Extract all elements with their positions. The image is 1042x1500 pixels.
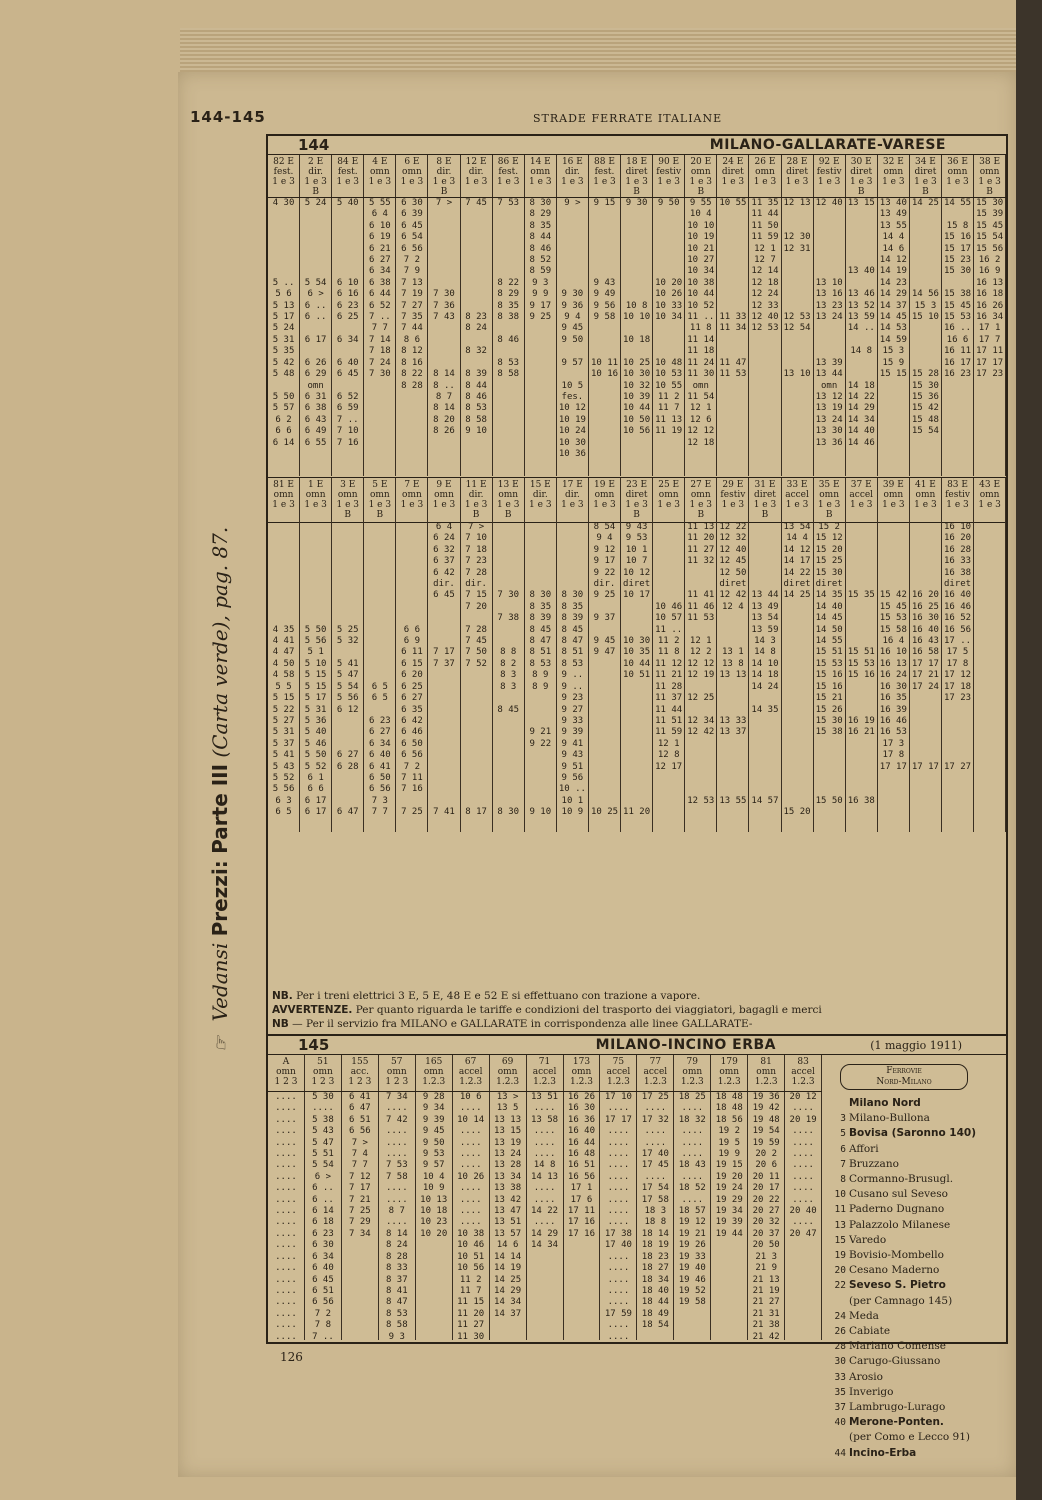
upper-header-cell: 32 E omn 1 e 3 <box>878 155 910 197</box>
station-km: 35 <box>834 1386 846 1398</box>
lower-column: 7 > 7 10 7 18 7 23 7 28 dir. 7 15 7 20 7 28 7 45 7 50 7 52 8 17 <box>461 522 493 832</box>
erba-header-cell: 71 accel 1.2.3 <box>527 1055 564 1091</box>
section-144-lower-header <box>268 477 1006 523</box>
erba-header-cell: 81 omn 1.2.3 <box>748 1055 785 1091</box>
lower-header-cell: 23 E diret 1 e 3 B <box>621 478 653 522</box>
station-name: Bovisa (Saronno 140) <box>849 1127 977 1140</box>
upper-header-cell: 8 E dir. 1 e 3 B <box>428 155 460 197</box>
station-name: Paderno Dugnano <box>849 1203 945 1216</box>
upper-header-cell: 30 E diret 1 e 3 B <box>846 155 878 197</box>
upper-column: 13 15 13 40 13 46 13 52 13 59 14 .. 14 8 14 18 14 22 14 29 14 34 14 40 14 46 <box>846 198 878 476</box>
lower-header-cell: 5 E omn 1 e 3 B <box>364 478 396 522</box>
erba-header-cell: 83 accel 1.2.3 <box>785 1055 822 1091</box>
lower-column: 11 13 11 20 11 27 11 32 11 41 11 46 11 53 12 1 12 2 12 12 12 19 12 25 12 34 12 42 12 53 <box>685 522 717 832</box>
station-row <box>824 1309 1004 1324</box>
station-row <box>824 1248 1004 1263</box>
upper-header-cell: 82 E fest. 1 e 3 <box>268 155 300 197</box>
erba-header-cell: 77 accel 1.2.3 <box>637 1055 674 1091</box>
station-km: 8 <box>840 1174 846 1186</box>
station-name: (per Camnago 145) <box>849 1294 953 1307</box>
side-note-parte: Parte III <box>208 763 232 854</box>
upper-header-cell: 6 E omn 1 e 3 <box>396 155 428 197</box>
section-145-date: (1 maggio 1911) <box>870 1039 962 1052</box>
lower-header-cell: 3 E omn 1 e 3 B <box>332 478 364 522</box>
station-km: 22 <box>834 1280 846 1292</box>
station-row <box>824 1157 1004 1172</box>
lower-column: 5 50 5 56 5 1 5 10 5 15 5 15 5 17 5 31 5 36 5 40 5 46 5 50 5 52 6 1 6 6 6 17 6 17 <box>300 522 332 832</box>
station-row <box>824 1111 1004 1126</box>
erba-column: .... .... .... .... .... .... .... .... .... .... .... .... .... .... .... .... .... .... .... .... .... .... <box>268 1092 305 1340</box>
station-row <box>824 1339 1004 1354</box>
upper-column: 5 40 6 10 6 16 6 23 6 25 6 34 6 40 6 45 6 52 6 59 7 .. 7 10 7 16 <box>332 198 364 476</box>
station-row <box>824 1172 1004 1187</box>
station-name: Carugo-Giussano <box>849 1355 941 1368</box>
upper-column: 15 30 15 39 15 45 15 54 15 56 16 2 16 9 16 13 16 18 16 26 16 34 17 1 17 7 17 11 17 17 17 23 <box>974 198 1006 476</box>
station-km: 20 <box>834 1265 846 1277</box>
lower-header-cell: 17 E dir. 1 e 3 <box>557 478 589 522</box>
lower-column: 9 43 9 53 10 1 10 7 10 12 diret 10 17 10 30 10 35 10 44 10 51 11 20 <box>621 522 653 832</box>
side-note-prezzi: Prezzi: <box>208 860 232 937</box>
station-name: Meda <box>849 1309 879 1322</box>
upper-column: 7 45 8 23 8 24 8 32 8 39 8 44 8 46 8 53 8 58 9 10 <box>461 198 493 476</box>
lower-column: 4 35 4 41 4 47 4 50 4 58 5 5 5 15 5 22 5 27 5 31 5 37 5 41 5 43 5 52 5 56 6 3 6 5 <box>268 522 300 832</box>
lower-column: 6 5 6 5 6 23 6 27 6 34 6 40 6 41 6 50 6 56 7 3 7 7 <box>364 522 396 832</box>
lower-header-cell: 19 E omn 1 e 3 <box>589 478 621 522</box>
erba-column: 17 25 .... 17 32 .... .... 17 40 17 45 .... 17 54 17 58 18 3 18 8 18 14 18 19 18 23 18 27 18 34 18 40 18 44 18 49 18 54 <box>637 1092 674 1340</box>
station-rows <box>824 1096 1004 1461</box>
station-km: 33 <box>834 1371 846 1383</box>
station-row <box>824 1142 1004 1157</box>
upper-column: 8 30 8 29 8 35 8 44 8 46 8 52 8 59 9 3 9 9 9 17 9 25 <box>525 198 557 476</box>
upper-column: 9 30 10 8 10 10 10 18 10 25 10 30 10 32 10 39 10 44 10 50 10 56 <box>621 198 653 476</box>
lower-header-cell: 27 E omn 1 e 3 B <box>685 478 717 522</box>
upper-column: 7 53 8 22 8 29 8 35 8 38 8 46 8 53 8 58 <box>493 198 525 476</box>
section-145-number: 145 <box>298 1036 330 1054</box>
upper-header-cell: 34 E diret 1 e 3 B <box>910 155 942 197</box>
upper-column: 11 35 11 44 11 50 11 59 12 1 12 7 12 14 12 18 12 24 12 33 12 40 12 53 <box>749 198 781 476</box>
station-km <box>824 1430 849 1445</box>
station-name: Varedo <box>849 1233 887 1246</box>
upper-header-cell: 38 E omn 1 e 3 B <box>974 155 1006 197</box>
lower-header-cell: 7 E omn 1 e 3 <box>396 478 428 522</box>
upper-header-cell: 36 E omn 1 e 3 <box>942 155 974 197</box>
lower-column: 15 42 15 45 15 53 15 58 16 4 16 10 16 13 16 24 16 30 16 35 16 39 16 46 16 53 17 3 17 8 17 17 <box>878 522 910 832</box>
station-km <box>824 1294 849 1309</box>
upper-column: 9 55 10 4 10 10 10 19 10 21 10 27 10 34 10 38 10 44 10 52 11 .. 11 8 11 14 11 18 11 24 11 30 omn 11 54 12 1 12 6 12 12 12 18 <box>685 198 717 476</box>
station-name: Cusano sul Seveso <box>849 1188 948 1201</box>
station-row <box>824 1278 1004 1293</box>
station-km: 5 <box>840 1128 846 1140</box>
upper-header-cell: 92 E festiv 1 e 3 <box>814 155 846 197</box>
station-km: 30 <box>834 1356 846 1368</box>
station-row <box>824 1446 1004 1461</box>
upper-header-cell: 86 E fest. 1 e 3 <box>493 155 525 197</box>
erba-column: 20 12 .... 20 19 .... .... .... .... .... .... .... 20 40 .... 20 47 <box>785 1092 822 1340</box>
erba-column: 13 51 .... 13 58 .... .... .... 14 8 14 13 .... .... 14 22 .... 14 29 14 34 <box>527 1092 564 1340</box>
upper-column: 5 24 5 54 6 > 6 .. 6 .. 6 17 6 26 6 29 omn 6 31 6 38 6 43 6 49 6 55 <box>300 198 332 476</box>
section-144-number: 144 <box>298 136 330 154</box>
station-km: 40 <box>834 1417 846 1429</box>
lower-column: 13 54 14 4 14 12 14 17 14 22 diret 14 25 15 20 <box>782 522 814 832</box>
erba-column: 18 48 18 48 18 56 19 2 19 5 19 9 19 15 19 20 19 24 19 29 19 34 19 39 19 44 <box>711 1092 748 1340</box>
upper-column: 14 55 15 8 15 16 15 17 15 23 15 30 15 38 15 45 15 53 16 .. 16 6 16 11 16 17 16 23 <box>942 198 974 476</box>
station-km: 11 <box>834 1204 846 1216</box>
section-144-title: MILANO-GALLARATE-VARESE <box>709 137 946 153</box>
note-nb-service <box>272 1018 752 1030</box>
station-km: 3 <box>840 1113 846 1125</box>
station-row <box>824 1096 1004 1111</box>
lower-column: 5 25 5 32 5 41 5 47 5 54 5 56 6 12 6 27 6 28 6 47 <box>332 522 364 832</box>
erba-header-cell: 155 acc. 1 2 3 <box>342 1055 379 1091</box>
station-row <box>824 1233 1004 1248</box>
note-avvertenze-label: AVVERTENZE. <box>272 1004 353 1016</box>
lower-column: 12 22 12 32 12 40 12 45 12 50 diret 12 42 12 4 13 1 13 8 13 13 13 33 13 37 13 55 <box>717 522 749 832</box>
station-row <box>824 1430 1004 1445</box>
section-145-title: MILANO-INCINO ERBA <box>595 1037 776 1053</box>
book-edge-top <box>180 28 1016 74</box>
lower-header-cell: 31 E diret 1 e 3 B <box>749 478 781 522</box>
station-km: 6 <box>840 1143 846 1155</box>
station-name: Incino-Erba <box>849 1446 917 1459</box>
upper-column: 13 40 13 49 13 55 14 4 14 6 14 12 14 19 14 23 14 29 14 37 14 45 14 53 14 59 15 3 15 9 15 15 <box>878 198 910 476</box>
pointing-hand-icon: ☞ <box>211 1035 232 1052</box>
timetable-page <box>178 72 1016 1477</box>
erba-column: 10 6 .... 10 14 .... .... .... .... 10 26 .... .... .... .... 10 38 10 46 10 51 10 56 11 2 11 7 11 15 11 20 11 27 11 30 <box>453 1092 490 1340</box>
station-name: Lambrugo-Lurago <box>849 1401 946 1414</box>
upper-column: 10 55 11 33 11 34 11 47 11 53 <box>717 198 749 476</box>
station-name: Bruzzano <box>849 1157 899 1170</box>
lower-header-cell: 1 E omn 1 e 3 <box>300 478 332 522</box>
station-row <box>824 1354 1004 1369</box>
upper-header-cell: 90 E festiv 1 e 3 <box>653 155 685 197</box>
note-nb-label: NB. <box>272 990 293 1002</box>
section-144-header <box>268 136 1006 155</box>
station-km: 24 <box>834 1310 846 1322</box>
lower-header-cell: 83 E festiv 1 e 3 <box>942 478 974 522</box>
station-row <box>824 1202 1004 1217</box>
station-row <box>824 1294 1004 1309</box>
lower-column: 10 46 10 57 11 .. 11 2 11 8 11 12 11 21 11 28 11 37 11 44 11 51 11 59 12 1 12 8 12 17 <box>653 522 685 832</box>
upper-column: 9 50 10 20 10 26 10 33 10 34 10 48 10 53 10 55 11 2 11 7 11 13 11 19 <box>653 198 685 476</box>
lower-header-cell: 13 E omn 1 e 3 B <box>493 478 525 522</box>
upper-column: 14 25 14 56 15 3 15 10 15 28 15 30 15 36 15 42 15 48 15 54 <box>910 198 942 476</box>
station-name: Milano-Bullona <box>849 1112 930 1125</box>
railway-logo: Ferrovie Nord-Milano <box>840 1064 968 1090</box>
station-km: 15 <box>834 1234 846 1246</box>
lower-column: 16 10 16 20 16 28 16 33 16 38 diret 16 40 16 46 16 52 16 56 17 .. 17 5 17 8 17 12 17 18 17 23 17 27 <box>942 522 974 832</box>
station-row <box>824 1400 1004 1415</box>
upper-header-cell: 26 E omn 1 e 3 <box>749 155 781 197</box>
upper-column: 12 40 13 10 13 16 13 23 13 24 13 39 13 44 omn 13 12 13 19 13 24 13 30 13 36 <box>814 198 846 476</box>
station-row <box>824 1126 1004 1141</box>
upper-header-cell: 88 E fest. 1 e 3 <box>589 155 621 197</box>
station-km: 7 <box>840 1158 846 1170</box>
lower-header-cell: 29 E festiv 1 e 3 <box>717 478 749 522</box>
station-row <box>824 1415 1004 1430</box>
upper-header-cell: 12 E dir. 1 e 3 <box>461 155 493 197</box>
station-name: Palazzolo Milanese <box>849 1218 951 1231</box>
station-name: Cabiate <box>849 1325 891 1338</box>
lower-column: 7 30 7 38 8 8 8 2 8 3 8 3 8 45 8 30 <box>493 522 525 832</box>
upper-header-cell: 84 E fest. 1 e 3 <box>332 155 364 197</box>
section-145-header <box>268 1034 1006 1055</box>
lower-header-cell: 81 E omn 1 e 3 <box>268 478 300 522</box>
lower-header-cell: 35 E omn 1 e 3 B <box>814 478 846 522</box>
note-nb-electric <box>272 990 700 1002</box>
station-km <box>824 1096 849 1111</box>
lower-header-cell: 41 E omn 1 e 3 <box>910 478 942 522</box>
lower-header-cell: 33 E accel 1 e 3 <box>782 478 814 522</box>
section-144-lower-grid <box>268 522 1006 832</box>
station-name: Mariano Comense <box>849 1340 946 1353</box>
station-km: 44 <box>834 1447 846 1459</box>
station-row <box>824 1370 1004 1385</box>
station-name: Merone-Ponten. <box>849 1416 944 1429</box>
upper-column: 9 > 9 30 9 36 9 4 9 45 9 50 9 57 10 5 fes. 10 12 10 19 10 24 10 30 10 36 <box>557 198 589 476</box>
erba-column: 19 36 19 42 19 48 19 54 19 59 20 2 20 6 20 11 20 17 20 22 20 27 20 32 20 37 20 50 21 3 21 9 21 13 21 19 21 27 21 31 21 38 21 42 <box>748 1092 785 1340</box>
upper-header-cell: 20 E omn 1 e 3 B <box>685 155 717 197</box>
section-145-header-row <box>268 1055 822 1092</box>
timetable-frame <box>266 134 1008 1459</box>
station-row <box>824 1187 1004 1202</box>
lower-column: 6 4 6 24 6 32 6 37 6 42 dir. 6 45 7 17 7 37 7 41 <box>428 522 460 832</box>
lower-header-cell: 15 E dir. 1 e 3 <box>525 478 557 522</box>
lower-column: 15 2 15 12 15 20 15 25 15 30 diret 14 35 14 40 14 45 14 50 14 55 15 51 15 53 15 16 15 16 15 21 15 26 15 30 15 38 15 50 <box>814 522 846 832</box>
book-edge-right <box>1016 0 1042 1500</box>
running-title: STRADE FERRATE ITALIANE <box>533 112 723 125</box>
station-row <box>824 1324 1004 1339</box>
upper-header-cell: 14 E omn 1 e 3 <box>525 155 557 197</box>
erba-column: 16 26 16 30 16 36 16 40 16 44 16 48 16 51 16 56 17 1 17 6 17 11 17 16 17 16 <box>564 1092 601 1340</box>
erba-header-cell: 57 omn 1 2 3 <box>379 1055 416 1091</box>
erba-column: 17 10 .... 17 17 .... .... .... .... .... .... .... .... .... 17 38 17 40 .... .... .... .... .... 17 59 .... .... <box>600 1092 637 1340</box>
upper-header-cell: 4 E omn 1 e 3 <box>364 155 396 197</box>
section-144-upper-grid <box>268 198 1006 476</box>
erba-header-cell: 79 omn 1.2.3 <box>674 1055 711 1091</box>
erba-column: 7 34 .... 7 42 .... .... .... 7 53 7 58 .... .... 8 7 .... 8 14 8 24 8 28 8 33 8 37 8 41 8 47 8 53 8 58 9 3 <box>379 1092 416 1340</box>
lower-header-cell: 25 E omn 1 e 3 <box>653 478 685 522</box>
erba-header-cell: A omn 1 2 3 <box>268 1055 305 1091</box>
station-name: Cormanno-Brusugl. <box>849 1173 954 1186</box>
erba-column: 5 30 .... 5 38 5 43 5 47 5 51 5 54 6 > 6 .. 6 .. 6 14 6 18 6 23 6 30 6 34 6 40 6 45 6 51 6 56 7 2 7 8 7 .. <box>305 1092 342 1340</box>
note-nb2-label: NB <box>272 1018 289 1030</box>
lower-column: 16 20 16 25 16 30 16 40 16 43 16 58 17 17 17 21 17 24 17 17 <box>910 522 942 832</box>
lower-header-cell: 39 E omn 1 e 3 <box>878 478 910 522</box>
station-name: Seveso S. Pietro <box>849 1279 946 1292</box>
station-name: Bovisio-Mombello <box>849 1249 944 1262</box>
station-name: Inverigo <box>849 1385 894 1398</box>
station-km: 19 <box>834 1250 846 1262</box>
lower-header-cell: 9 E omn 1 e 3 <box>428 478 460 522</box>
erba-header-cell: 165 omn 1.2.3 <box>416 1055 453 1091</box>
station-row <box>824 1263 1004 1278</box>
lower-column: 8 54 9 4 9 12 9 17 9 22 dir. 9 25 9 37 9 45 9 47 10 25 <box>589 522 621 832</box>
erba-column: 9 28 9 34 9 39 9 45 9 50 9 53 9 57 10 4 10 9 10 13 10 18 10 23 10 20 <box>416 1092 453 1340</box>
section-145-grid <box>268 1092 822 1340</box>
erba-header-cell: 51 omn 1 2 3 <box>305 1055 342 1091</box>
erba-column: 6 41 6 47 6 51 6 56 7 > 7 4 7 7 7 12 7 17 7 21 7 25 7 29 7 34 <box>342 1092 379 1340</box>
upper-column: 4 30 5 .. 5 6 5 13 5 17 5 24 5 31 5 35 5 42 5 48 5 50 5 57 6 2 6 6 6 14 <box>268 198 300 476</box>
upper-column: 6 30 6 39 6 45 6 54 6 56 7 2 7 9 7 13 7 19 7 27 7 35 7 44 8 6 8 12 8 16 8 22 8 28 <box>396 198 428 476</box>
station-name: Milano Nord <box>849 1097 921 1109</box>
lower-column <box>974 522 1006 832</box>
upper-header-cell: 18 E diret 1 e 3 B <box>621 155 653 197</box>
station-name: Arosio <box>849 1370 883 1383</box>
note-avvertenze-text: Per quanto riguarda le tariffe e condizioni del trasporto dei viaggiatori, bagagli e merci <box>355 1004 822 1016</box>
station-name: Affori <box>849 1142 879 1155</box>
footer-page-number: 126 <box>280 1350 303 1364</box>
station-km: 10 <box>834 1189 846 1201</box>
station-row <box>824 1218 1004 1233</box>
upper-column: 7 > 7 30 7 36 7 43 8 14 8 .. 8 7 8 14 8 20 8 26 <box>428 198 460 476</box>
upper-header-cell: 28 E diret 1 e 3 <box>782 155 814 197</box>
erba-header-cell: 179 omn 1.2.3 <box>711 1055 748 1091</box>
side-note-vedansi: Vedansi <box>208 942 232 1022</box>
section-144-upper-header <box>268 155 1006 198</box>
note-nb-text: Per i treni elettrici 3 E, 5 E, 48 E e 52 E si effettuano con trazione a vapore. <box>296 990 701 1002</box>
lower-header-cell: 43 E omn 1 e 3 <box>974 478 1006 522</box>
lower-header-cell: 11 E dir. 1 e 3 B <box>461 478 493 522</box>
lower-header-cell: 37 E accel 1 e 3 <box>846 478 878 522</box>
side-note <box>208 352 238 1052</box>
upper-header-cell: 16 E dir. 1 e 3 <box>557 155 589 197</box>
station-km: 13 <box>834 1219 846 1231</box>
station-name: (per Como e Lecco 91) <box>849 1431 970 1444</box>
erba-header-cell: 67 accel 1.2.3 <box>453 1055 490 1091</box>
lower-column: 8 30 8 35 8 39 8 45 8 47 8 51 8 53 8 9 8 9 9 21 9 22 9 10 <box>525 522 557 832</box>
note-avvertenze <box>272 1004 822 1016</box>
station-km: 28 <box>834 1341 846 1353</box>
erba-header-cell: 69 omn 1.2.3 <box>490 1055 527 1091</box>
upper-header-cell: 24 E diret 1 e 3 <box>717 155 749 197</box>
erba-column: 13 > 13 5 13 13 13 15 13 19 13 24 13 28 13 34 13 38 13 42 13 47 13 51 13 57 14 6 14 14 14 19 14 25 14 29 14 34 14 37 <box>490 1092 527 1340</box>
upper-column: 9 15 9 43 9 49 9 56 9 58 10 11 10 16 <box>589 198 621 476</box>
lower-column: 13 44 13 49 13 54 13 59 14 3 14 8 14 10 14 18 14 24 14 35 14 57 <box>749 522 781 832</box>
station-name: Cesano Maderno <box>849 1264 940 1277</box>
station-row <box>824 1385 1004 1400</box>
station-list <box>824 1060 1004 1461</box>
erba-column: 18 25 .... 18 32 .... .... .... 18 43 .... 18 52 .... 18 57 19 12 19 21 19 26 19 33 19 40 19 46 19 52 19 58 <box>674 1092 711 1340</box>
erba-header-cell: 75 accel 1.2.3 <box>600 1055 637 1091</box>
side-note-tail: (Carta verde), pag. 87. <box>208 526 232 758</box>
upper-column: 5 55 6 4 6 10 6 19 6 21 6 27 6 34 6 38 6 44 6 52 7 .. 7 7 7 14 7 18 7 24 7 30 <box>364 198 396 476</box>
upper-header-cell: 2 E dir. 1 e 3 B <box>300 155 332 197</box>
note-nb2-text: — Per il servizio fra MILANO e GALLARATE in corrispondenza alle linee GALLARATE- <box>292 1018 753 1030</box>
station-km: 26 <box>834 1326 846 1338</box>
station-km: 37 <box>834 1402 846 1414</box>
page-number-range: 144-145 <box>190 108 266 126</box>
erba-header-cell: 173 omn 1.2.3 <box>564 1055 601 1091</box>
lower-column: 8 30 8 35 8 39 8 45 8 47 8 51 8 53 9 .. 9 .. 9 23 9 27 9 33 9 39 9 41 9 43 9 51 9 56 10 .. 10 1 10 9 <box>557 522 589 832</box>
lower-column: 15 35 15 51 15 53 15 16 16 19 16 21 16 38 <box>846 522 878 832</box>
lower-column: 6 6 6 9 6 11 6 15 6 20 6 25 6 27 6 35 6 42 6 46 6 50 6 56 7 2 7 11 7 16 7 25 <box>396 522 428 832</box>
upper-column: 12 13 12 30 12 31 12 53 12 54 13 10 <box>782 198 814 476</box>
